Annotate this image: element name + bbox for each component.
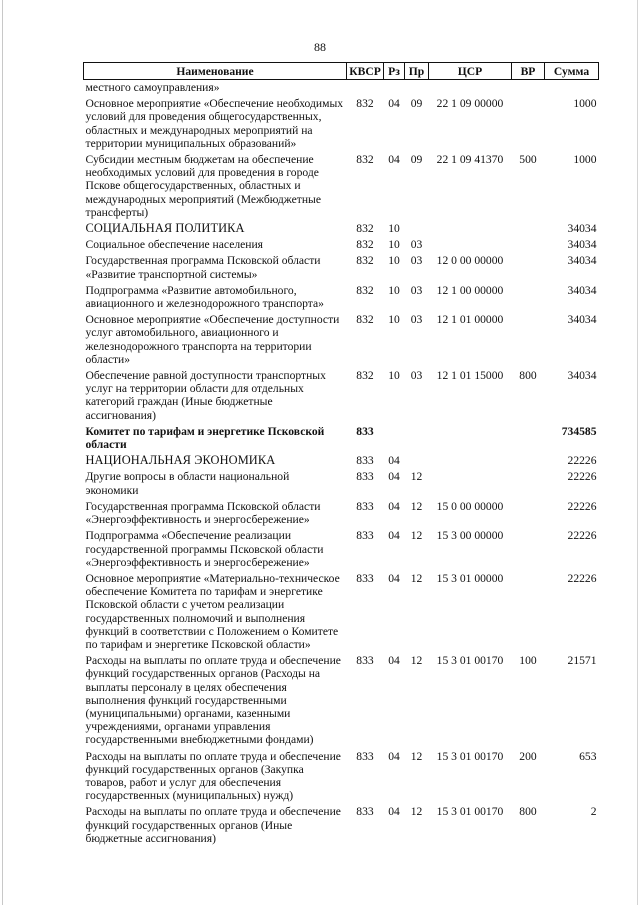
header-rz: Рз <box>384 63 405 80</box>
row-pr-cell <box>405 221 429 237</box>
row-kvsr-cell: 833 <box>356 805 374 819</box>
row-name-cell: Основное мероприятие «Материально-техническое обеспечение Комитета по тарифам и энергетике Псковской области с учетом реализации государственных полномочий и выполнения функций в соответствии с Положением о Комитете по тарифам и энергетике Псковской области» <box>85 571 340 651</box>
table-row <box>84 221 599 237</box>
row-csr-cell: 15 3 01 00170 <box>436 654 504 668</box>
row-vr-cell <box>512 528 545 571</box>
header-csr: ЦСР <box>429 63 512 80</box>
row-kvsr-cell: 832 <box>356 283 374 297</box>
row-sum-cell: 34034 <box>567 222 597 236</box>
row-pr-cell: 12 <box>410 470 423 484</box>
row-pr-cell: 03 <box>410 254 423 268</box>
row-sum-cell: 34034 <box>567 313 597 327</box>
row-sum-cell: 734585 <box>561 424 597 438</box>
row-pr-cell: 03 <box>410 238 423 252</box>
row-csr-cell: 12 1 01 00000 <box>436 313 504 327</box>
row-csr-cell <box>429 453 512 469</box>
table-row <box>84 152 599 221</box>
row-sum-cell: 34034 <box>567 369 597 383</box>
row-vr-cell <box>512 453 545 469</box>
row-name-cell: Другие вопросы в области национальной экономики <box>85 470 290 497</box>
table-row <box>84 804 599 847</box>
row-csr-cell <box>429 469 512 498</box>
row-csr-cell <box>429 221 512 237</box>
row-pr-cell: 09 <box>410 97 423 111</box>
row-sum-cell: 22226 <box>567 499 597 513</box>
row-rz-cell: 10 <box>388 254 400 268</box>
table-row <box>84 283 599 312</box>
table-row <box>84 96 599 152</box>
row-csr-cell: 12 1 00 00000 <box>436 283 504 297</box>
header-pr: Пр <box>405 63 429 80</box>
row-name-cell: НАЦИОНАЛЬНАЯ ЭКОНОМИКА <box>85 453 276 468</box>
row-vr-cell <box>512 253 545 282</box>
row-rz-cell: 04 <box>388 654 400 668</box>
row-kvsr-cell: 833 <box>356 424 374 438</box>
table-row <box>84 80 599 97</box>
row-name-cell: Социальное обеспечение населения <box>85 238 264 252</box>
row-sum-cell: 1000 <box>573 97 597 111</box>
row-pr-cell <box>405 80 429 97</box>
row-pr-cell: 03 <box>410 369 423 383</box>
row-csr-cell: 22 1 09 00000 <box>436 97 504 111</box>
row-name-cell: Подпрограмма «Развитие автомобильного, авиационного и железнодорожного транспорта» <box>85 283 324 311</box>
row-vr-cell: 200 <box>519 749 537 763</box>
header-vr: ВР <box>512 63 545 80</box>
row-name-cell: Субсидии местным бюджетам на обеспечение необходимых условий для проведения в городе Пскове общегосударственных, областных и международных мероприятий (Межбюджетные трансферты) <box>85 153 321 219</box>
row-csr-cell: 15 0 00 00000 <box>436 499 504 513</box>
table-row <box>84 571 599 653</box>
row-csr-cell: 22 1 09 41370 <box>436 153 504 167</box>
row-name-cell: Государственная программа Псковской области «Энергоэффективность и энергосбережение» <box>85 499 321 527</box>
row-rz-cell <box>384 80 405 97</box>
row-kvsr-cell: 832 <box>356 222 374 236</box>
row-kvsr-cell: 832 <box>356 254 374 268</box>
row-csr-cell: 12 0 00 00000 <box>436 254 504 268</box>
row-kvsr-cell: 832 <box>356 369 374 383</box>
row-name-cell: Расходы на выплаты по оплате труда и обеспечение функций государственных органов (Иные бюджетные ассигнования) <box>85 805 341 845</box>
row-vr-cell <box>512 221 545 237</box>
row-vr-cell: 100 <box>519 654 537 668</box>
table-row <box>84 528 599 571</box>
header-sum: Сумма <box>545 63 599 80</box>
scan-left-edge <box>2 0 3 905</box>
scan-right-edge <box>637 0 638 905</box>
row-kvsr-cell: 833 <box>356 470 374 484</box>
row-sum-cell: 34034 <box>567 238 597 252</box>
row-name-cell: Комитет по тарифам и энергетике Псковской области <box>85 424 325 452</box>
table-row <box>84 237 599 253</box>
row-name-cell: Государственная программа Псковской области «Развитие транспортной системы» <box>85 254 321 281</box>
row-kvsr-cell: 832 <box>356 238 374 252</box>
row-csr-cell: 15 3 01 00170 <box>436 749 504 763</box>
row-rz-cell: 10 <box>388 283 400 297</box>
row-rz-cell: 04 <box>388 454 400 468</box>
table-row <box>84 312 599 368</box>
row-sum-cell: 1000 <box>573 153 597 167</box>
row-pr-cell: 12 <box>410 805 423 819</box>
table-row <box>84 453 599 469</box>
row-sum-cell: 21571 <box>567 654 597 668</box>
row-sum-cell: 34034 <box>567 283 597 297</box>
row-rz-cell: 10 <box>388 222 400 236</box>
row-vr-cell <box>512 424 545 453</box>
row-name-cell: Расходы на выплаты по оплате труда и обеспечение функций государственных органов (Закупка товаров, работ и услуг для обеспечения государственных (муниципальных) нужд) <box>85 749 341 803</box>
row-name-cell: Основное мероприятие «Обеспечение доступности услуг автомобильного, авиационного и железнодорожного транспорта на территории области» <box>85 313 340 366</box>
table-body <box>84 80 599 847</box>
row-pr-cell <box>405 424 429 453</box>
row-kvsr-cell: 832 <box>356 313 374 327</box>
row-rz-cell: 04 <box>388 470 400 484</box>
header-name: Наименование <box>84 63 347 80</box>
table-row <box>84 424 599 453</box>
row-rz-cell: 04 <box>388 499 400 513</box>
row-pr-cell: 12 <box>410 499 423 513</box>
row-rz-cell: 04 <box>388 749 400 763</box>
row-pr-cell: 12 <box>410 529 423 543</box>
row-pr-cell: 03 <box>410 313 423 327</box>
row-csr-cell <box>429 424 512 453</box>
row-name-cell: Расходы на выплаты по оплате труда и обеспечение функций государственных органов (Расходы на выплаты персоналу в целях обеспечения выполнения функций государственными (муниципальными) органами, казенными учреждениями, органами управления государственными внебюджетными фондами) <box>85 654 341 747</box>
table-row <box>84 749 599 805</box>
row-sum-cell: 22226 <box>567 529 597 543</box>
row-sum-cell: 653 <box>579 749 597 763</box>
row-kvsr-cell: 832 <box>356 153 374 167</box>
row-kvsr-cell: 833 <box>356 454 374 468</box>
row-vr-cell <box>512 80 545 97</box>
row-vr-cell: 800 <box>519 805 537 819</box>
row-name-cell: СОЦИАЛЬНАЯ ПОЛИТИКА <box>85 221 245 236</box>
row-csr-cell: 15 3 01 00170 <box>436 805 504 819</box>
row-kvsr-cell: 832 <box>356 97 374 111</box>
row-rz-cell: 10 <box>388 313 400 327</box>
row-rz-cell: 04 <box>388 805 400 819</box>
table-row <box>84 469 599 498</box>
row-pr-cell <box>405 453 429 469</box>
row-vr-cell <box>512 96 545 152</box>
row-rz-cell: 04 <box>388 97 400 111</box>
row-sum-cell <box>545 80 599 97</box>
row-vr-cell: 500 <box>519 153 537 167</box>
row-vr-cell <box>512 499 545 528</box>
row-name-cell: Обеспечение равной доступности транспортных услуг на территории области для отдельных категорий граждан (Иные бюджетные ассигнования) <box>85 369 326 422</box>
row-kvsr-cell: 833 <box>356 654 374 668</box>
row-sum-cell: 22226 <box>567 571 597 585</box>
row-vr-cell <box>512 469 545 498</box>
row-csr-cell: 12 1 01 15000 <box>436 369 504 383</box>
row-csr-cell: 15 3 01 00000 <box>436 571 504 585</box>
table-row <box>84 653 599 748</box>
row-rz-cell: 10 <box>388 238 400 252</box>
row-rz-cell <box>384 424 405 453</box>
table-row <box>84 253 599 282</box>
row-vr-cell <box>512 237 545 253</box>
table-header-row <box>84 63 599 80</box>
table-row <box>84 368 599 424</box>
header-kvsr: КВСР <box>347 63 384 80</box>
row-rz-cell: 04 <box>388 153 400 167</box>
row-pr-cell: 03 <box>410 283 423 297</box>
row-kvsr-cell: 833 <box>356 499 374 513</box>
row-sum-cell: 22226 <box>567 470 597 484</box>
row-kvsr-cell: 833 <box>356 749 374 763</box>
row-rz-cell: 04 <box>388 571 400 585</box>
budget-table <box>83 62 599 847</box>
row-csr-cell: 15 3 00 00000 <box>436 529 504 543</box>
page-number: 88 <box>314 40 326 54</box>
row-pr-cell: 09 <box>410 153 423 167</box>
row-name-cell: Подпрограмма «Обеспечение реализации государственной программы Псковской области «Энергоэффективность и энергосбережение» <box>85 529 324 569</box>
row-vr-cell <box>512 571 545 653</box>
row-sum-cell: 34034 <box>567 254 597 268</box>
row-name-cell: местного самоуправления» <box>85 81 220 94</box>
row-sum-cell: 2 <box>590 805 597 819</box>
row-vr-cell: 800 <box>519 369 537 383</box>
row-csr-cell <box>429 80 512 97</box>
row-kvsr-cell: 833 <box>356 529 374 543</box>
row-rz-cell: 04 <box>388 529 400 543</box>
row-rz-cell: 10 <box>388 369 400 383</box>
row-csr-cell <box>429 237 512 253</box>
row-kvsr-cell: 833 <box>356 571 374 585</box>
row-pr-cell: 12 <box>410 571 423 585</box>
row-pr-cell: 12 <box>410 749 423 763</box>
row-vr-cell <box>512 312 545 368</box>
row-pr-cell: 12 <box>410 654 423 668</box>
row-vr-cell <box>512 283 545 312</box>
row-name-cell: Основное мероприятие «Обеспечение необходимых условий для проведения общегосударственных, областных и международных мероприятий на территории муниципальных образований» <box>85 97 344 150</box>
row-kvsr-cell <box>347 80 384 97</box>
table-row <box>84 499 599 528</box>
row-sum-cell: 22226 <box>567 454 597 468</box>
